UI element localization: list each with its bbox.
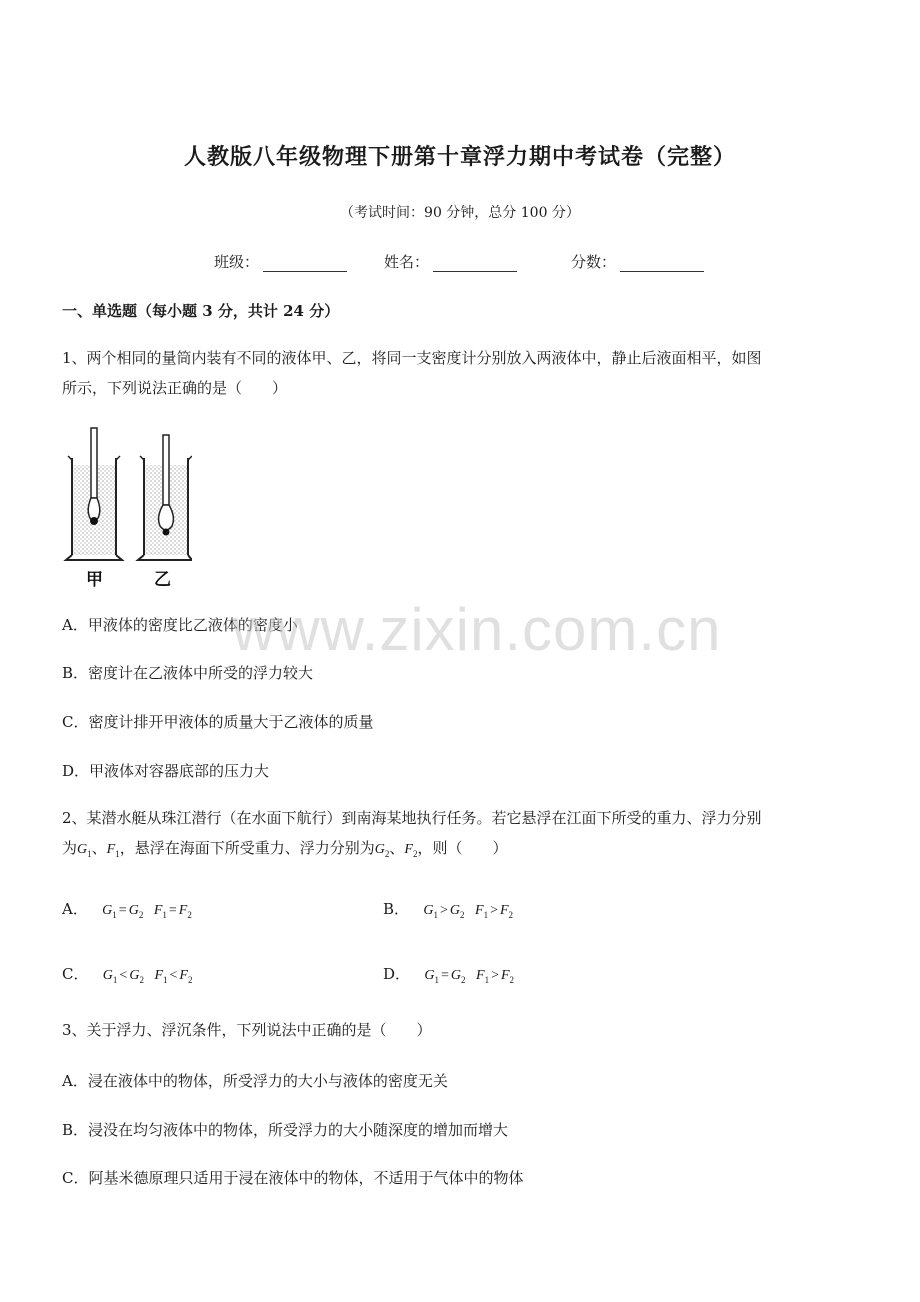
figure-label-yi: 乙: [154, 570, 171, 590]
score-label: 分数：: [571, 253, 617, 271]
q3-stem: 3、关于浮力、浮沉条件，下列说法中正确的是（ ）: [62, 1021, 432, 1039]
q3-option-a[interactable]: A．浸在液体中的物体，所受浮力的大小与液体的密度无关: [62, 1072, 448, 1090]
q2-option-b[interactable]: B． $G_1 > G_2$ $F_1 > F_2$: [383, 900, 514, 920]
q1-option-d[interactable]: D．甲液体对容器底部的压力大: [62, 762, 270, 780]
q2-option-a[interactable]: A． $G_1 = G_2$ $F_1 = F_2$: [62, 900, 192, 920]
q2-option-c[interactable]: C． $G_1 < G_2$ $F_1 < F_2$: [62, 965, 193, 985]
q1-stem-line1: 1、两个相同的量筒内装有不同的液体甲、乙，将同一支密度计分别放入两液体中，静止后液面相平，如图: [62, 349, 762, 367]
class-blank[interactable]: [263, 255, 347, 272]
cylinder-yi: [138, 435, 192, 560]
q1-option-b[interactable]: B．密度计在乙液体中所受的浮力较大: [62, 664, 314, 682]
q1-stem-line2: 所示，下列说法正确的是（ ）: [62, 379, 288, 397]
score-field: [571, 251, 704, 272]
q1-option-c[interactable]: C．密度计排开甲液体的质量大于乙液体的质量: [62, 713, 374, 731]
cylinder-jia: [66, 428, 122, 560]
name-field: [384, 251, 517, 272]
q3-option-b[interactable]: B．浸没在均匀液体中的物体，所受浮力的大小随深度的增加而增大: [62, 1121, 509, 1139]
figure-label-jia: 甲: [86, 570, 103, 590]
q2-stem-line1: 2、某潜水艇从珠江潜行（在水面下航行）到南海某地执行任务。若它悬浮在江面下所受的重力、浮力分别: [62, 809, 762, 827]
hydrometer-figure: [62, 420, 192, 590]
class-field: [214, 251, 347, 272]
name-blank[interactable]: [433, 255, 517, 272]
section-heading: 一、单选题（每小题 3 分，共计 24 分）: [62, 302, 340, 320]
q3-option-c[interactable]: C．阿基米德原理只适用于浸在液体中的物体，不适用于气体中的物体: [62, 1169, 524, 1187]
watermark: www.zixin.com.cn: [232, 596, 722, 663]
q2-stem-line2: 为$G_1$、$F_1$，悬浮在海面下所受重力、浮力分别为$G_2$、$F_2$，则（ ）: [62, 839, 508, 859]
q2-option-d[interactable]: D． $G_1 = G_2$ $F_1 > F_2$: [383, 965, 515, 985]
exam-title: 人教版八年级物理下册第十章浮力期中考试卷（完整）: [183, 144, 736, 170]
q1-option-a[interactable]: A．甲液体的密度比乙液体的密度小: [62, 616, 298, 634]
class-label: 班级：: [214, 253, 260, 271]
score-blank[interactable]: [620, 255, 704, 272]
name-label: 姓名：: [384, 253, 430, 271]
exam-subtitle: （考试时间：90 分钟，总分 100 分）: [340, 205, 580, 221]
